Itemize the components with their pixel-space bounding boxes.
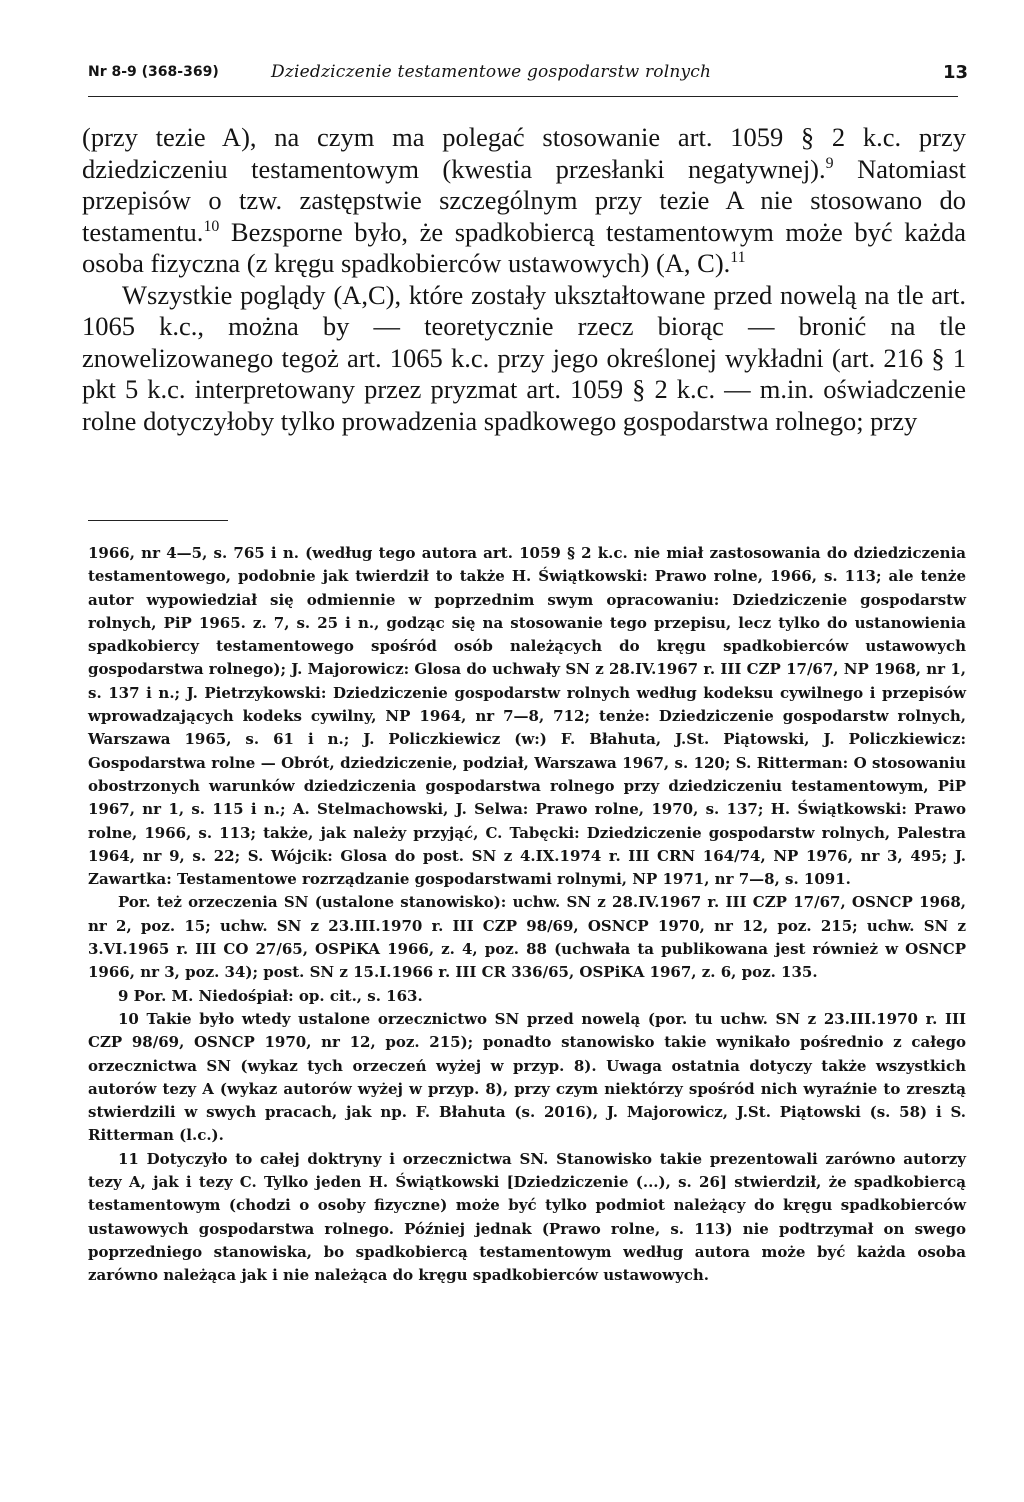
header-rule [88,96,958,97]
footnote-8-case-law: Por. też orzeczenia SN (ustalone stanowisko): uchw. SN z 28.IV.1967 r. III CZP 17/67, OSNCP 1968, nr 2, poz. 15; uchw. SN z 23.III.1970 r. III CZP 98/69, OSNCP 1970, nr 12, poz. 215; uchw. SN z 3.VI.1965 r. III CO 27/65, OSPiKA 1966, z. 4, poz. 88 (uchwała ta publikowana jest również w OSNCP 1966, nr 3, poz. 34); post. SN z 15.I.1966 r. III CR 336/65, OSPiKA 1967, z. 6, poz. 135. [88,893,966,982]
footnote-ref-11: 11 [730,249,746,267]
footnote-9: 9 Por. M. Niedośpiał: op. cit., s. 163. [118,986,423,1005]
footnote-11: 11 Dotyczyło to całej doktryny i orzecznictwa SN. Stanowisko takie prezentowali zarówno autorzy tezy A, jak i tezy C. Tylko jeden H. Świątkowski [Dziedziczenie (...), s. 26] stwierdził, że spadkobiercą testamentowym (chodzi o osoby fizyczne) może być tylko podmiot należący do kręgu spadkobierców ustawowych gospodarstwa rolnego. Później jednak (Prawo rolne, s. 113) nie podtrzymał on swego poprzedniego stanowiska, bo spadkobiercą testamentowym według autora może być każda osoba zarówno należąca jak i nie należąca do kręgu spadkobierców ustawowych. [88,1149,966,1285]
issue-number: Nr 8-9 (368-369) [88,64,219,80]
footnote-ref-10: 10 [203,217,220,235]
footnote-rule [88,520,228,521]
footnotes [88,542,966,1288]
body-text: (przy tezie A), na czym ma polegać stosowanie art. 1059 § 2 k.c. przy dziedziczeniu testamentowym (kwestia przesłanki negatywnej). [82,122,966,184]
body-text: Natomiast przepisów o tzw. zastępstwie szczególnym przy tezie A nie stosowano do testamentu. [82,153,966,247]
body-text: Bezsporne było, że spadkobiercą testamentowym może być każda osoba fizyczna (z kręgu spadkobierców ustawowych) (A, C). [82,216,966,278]
body-paragraph-2: Wszystkie poglądy (A,C), które zostały ukształtowane przed nowelą na tle art. 1065 k.c., można by — teoretycznie rzecz biorąc — bronić na tle znowelizowanego tegoż art. 1065 k.c. przy jego określonej wykładni (art. 216 § 1 pkt 5 k.c. interpretowany przez pryzmat art. 1059 § 2 k.c. — m.in. oświadczenie rolne dotyczyłoby tylko prowadzenia spadkowego gospodarstwa rolnego; przy [82,279,966,436]
footnote-ref-9: 9 [825,154,834,172]
running-header [88,60,968,88]
main-text [82,122,966,437]
page-number: 13 [942,62,968,83]
footnote-10: 10 Takie było wtedy ustalone orzecznictwo SN przed nowelą (por. tu uchw. SN z 23.III.1970 r. III CZP 98/69, OSNCP 1970, nr 12, poz. 215); ponadto stanowisko takie wynikało pośrednio z całego orzecznictwa SN (wykaz tych orzeczeń wyżej w przyp. 8). Uwaga ostatnia dotyczy także wszystkich autorów tezy A (wykaz autorów wyżej w przyp. 8), przy czym niektórzy spośród nich wyraźnie to zresztą stwierdzili w swych pracach, jak np. F. Błahuta (s. 2016), J. Majorowicz, J.St. Piątowski (s. 58) i S. Ritterman (l.c.). [88,1009,966,1145]
running-title: Dziedziczenie testamentowe gospodarstw rolnych [271,62,712,82]
body-paragraph-1 [82,122,966,280]
footnote-8-continued: 1966, nr 4—5, s. 765 i n. (według tego autora art. 1059 § 2 k.c. nie miał zastosowania do dziedziczenia testamentowego, podobnie jak twierdził to także H. Świątkowski: Prawo rolne, 1966, s. 113; ale tenże autor wypowiedział się odmiennie w poprzednim swym opracowaniu: Dziedziczenie gospodarstw rolnych, PiP 1965. z. 7, s. 25 i n., godząc się na stosowanie tego przepisu, lecz tylko do ustanowienia spadkobiercy testamentowego spośród osób należących do kręgu spadkobierców ustawowych gospodarstwa rolnego); J. Majorowicz: Glosa do uchwały SN z 28.IV.1967 r. III CZP 17/67, NP 1968, nr 1, s. 137 i n.; J. Pietrzykowski: Dziedziczenie gospodarstw rolnych według kodeksu cywilnego i przepisów wprowadzających kodeks cywilny, NP 1964, nr 7—8, 712; tenże: Dziedziczenie gospodarstw rolnych, Warszawa 1965, s. 61 i n.; J. Policzkiewicz (w:) F. Błahuta, J.St. Piątowski, J. Policzkiewicz: Gospodarstwa rolne — Obrót, dziedziczenie, podział, Warszawa 1967, s. 120; S. Ritterman: O stosowaniu obostrzonych warunków dziedziczenia gospodarstwa rolnego przy dziedziczeniu testamentowym, PiP 1967, nr 1, s. 115 i n.; A. Stelmachowski, J. Selwa: Prawo rolne, 1970, s. 137; H. Świątkowski: Prawo rolne, 1966, s. 113; także, jak należy przyjąć, C. Tabęcki: Dziedziczenie gospodarstw rolnych, Palestra 1964, nr 9, s. 22; S. Wójcik: Glosa do post. SN z 4.IX.1974 r. III CRN 164/74, NP 1976, nr 3, 495; J. Zawartka: Testamentowe rozrządzanie gospodarstwami rolnymi, NP 1971, nr 7—8, s. 1091. [88,544,966,889]
